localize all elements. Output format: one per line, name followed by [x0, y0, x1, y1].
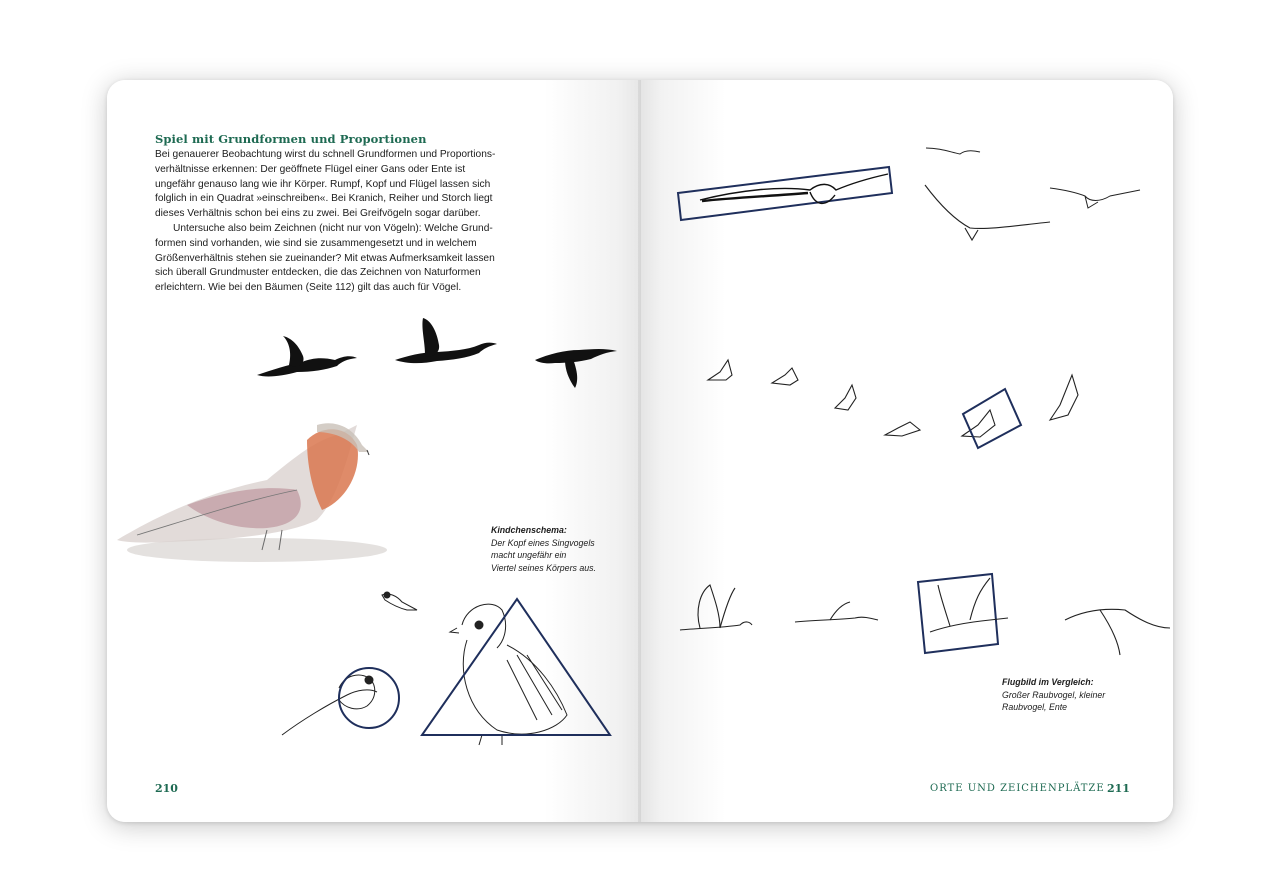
caption-line: Der Kopf eines Singvogels [491, 537, 595, 548]
caption-line: macht ungefähr ein [491, 550, 567, 560]
caption-line: Raubvogel, Ente [1002, 702, 1068, 712]
robin-watercolor [117, 423, 387, 562]
goose-silhouette-1 [257, 336, 357, 376]
paragraph: Untersuche also beim Zeichnen (nicht nur von Vögeln): Welche Grund-formen sind vorhanden, wie sind sie zusammengesetzt und in welchem Größenverhältnis stehen sie zueinander? Mit etwas Aufmerksamkeit lassen sich überall Grundmuster entdecken, die das Zeichnen von Naturformen erleichtern. Wie bei den Bäumen (Seite 112) gilt das auch für Vögel. [155, 222, 495, 294]
book-gutter [638, 80, 641, 822]
small-raptor-sketches [708, 360, 1078, 437]
left-page [107, 80, 640, 822]
circle-framed-bird-sketch [282, 675, 377, 735]
triangle-robin-sketch [450, 604, 567, 745]
distant-bird-sketch [926, 148, 980, 154]
right-page [640, 80, 1173, 822]
small-bird-sketch [382, 592, 417, 610]
caption-flugbild [1002, 676, 1105, 714]
page-number-right: 211 [1107, 782, 1130, 795]
caption-title: Flugbild im Vergleich: [1002, 677, 1094, 687]
gliding-bird-sketch [925, 185, 1050, 240]
caption-line: Viertel seines Körpers aus. [491, 562, 596, 573]
proportion-triangle [422, 599, 610, 735]
proportion-square-middle [963, 389, 1021, 448]
goose-silhouette-2 [395, 318, 497, 363]
book-spread [107, 80, 1173, 822]
running-head: ORTE UND ZEICHENPLÄTZE [930, 783, 1105, 794]
paragraph: Bei genauerer Beobachtung wirst du schnell Grundformen und Proportions-verhältnisse erkennen: Der geöffnete Flügel einer Gans oder Ente ist ungefähr genauso lang wie ihr Körper. Rumpf, Kopf und Flügel lassen sich folglich in ein Quadrat »einschreiben«. Bei Kranich, Reiher und Storch liegt dieses Verhältnis schon bei eins zu zwei. Bei Greifvögeln sogar darüber. [155, 149, 496, 220]
proportion-square-bottom [918, 574, 998, 653]
caption-line: Großer Raubvogel, kleiner [1002, 689, 1106, 700]
far-bird-sketch [1050, 188, 1140, 208]
left-illustrations [107, 80, 640, 822]
caption-kindchenschema [491, 524, 596, 574]
section-heading: Spiel mit Grundformen und Proportionen [155, 132, 427, 146]
page-number-left: 210 [155, 782, 178, 795]
goose-silhouette-3 [535, 349, 617, 388]
caption-title: Kindchenschema: [491, 525, 567, 535]
